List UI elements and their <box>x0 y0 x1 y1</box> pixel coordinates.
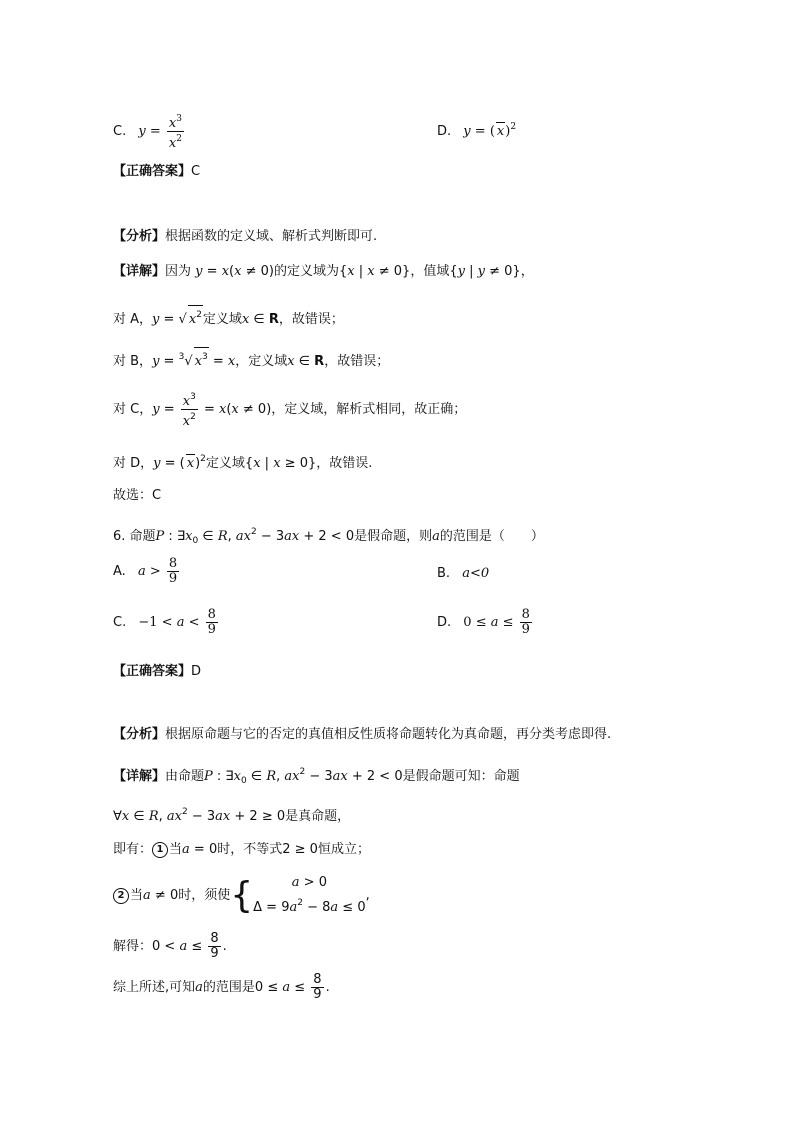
q6-case1: 即有： 1 当a = 0时，不等式2 ≥ 0恒成立； <box>113 842 370 857</box>
q6-option-a: A. a > $\frac{8}{9}$ <box>113 556 178 586</box>
q5-analysis: 【分析】根据函数的定义域、解析式判断即可. <box>113 229 378 244</box>
inequality-system: a > 0 $\Delta = 9a^2 - 8a \le 0$ <box>253 875 366 915</box>
q6-detail-line2: ∀x ∈ R, $ax^2 - 3ax + 2 \ge 0$是真命题， <box>113 807 351 824</box>
q5-detail-a: 对 A，y = √ $x^2$定义域x ∈ R，故错误； <box>113 305 344 329</box>
q6-option-c: C. −1 < a < $\frac{8}{9}$ <box>113 607 216 637</box>
fraction: $\frac{8}{9}$ <box>210 931 219 961</box>
q5-detail-c: 对 C，y = $\frac{x^3}{x^2}$ = x(x ≠ 0)，定义域，解析式相同，故正确； <box>113 392 467 429</box>
option-label: C. <box>113 124 127 139</box>
q5-option-d: D. y = ( x)$^2$ <box>437 122 517 139</box>
q5-option-c: C. y = $\frac{x^3}{x^2}$ <box>113 114 182 151</box>
q6-solve: 解得：0 < a ≤ $\frac{8}{9}$ . <box>113 931 227 961</box>
q6-case2: 2 当a ≠ 0时，须使{ a > 0 $\Delta = 9a^2 - 8a \le 0$ , <box>113 873 370 918</box>
fraction: $\frac{8}{9}$ <box>207 607 216 637</box>
q6-option-d: D. 0 ≤ a ≤ $\frac{8}{9}$ <box>437 607 530 637</box>
fraction: $\frac{x^3}{x^2}$ <box>182 392 196 429</box>
circled-number-1: 1 <box>152 842 168 858</box>
q5-choose: 故选：C <box>113 488 162 503</box>
fraction: $\frac{8}{9}$ <box>168 556 178 586</box>
fraction: $\frac{8}{9}$ <box>313 972 322 1002</box>
fraction: $\frac{8}{9}$ <box>521 607 530 637</box>
q6-answer: 【正确答案】D <box>113 664 202 679</box>
q6-analysis: 【分析】根据原命题与它的否定的真值相反性质将命题转化为真命题，再分类考虑即得. <box>113 727 612 742</box>
q6-option-b: B. a<0 <box>437 566 490 581</box>
option-label: D. <box>437 124 452 139</box>
q6-conclude: 综上所述,可知a的范围是0 ≤ a ≤ $\frac{8}{9}$ . <box>113 972 330 1002</box>
fraction: $\frac{x^3}{x^2}$ <box>168 114 182 151</box>
q6-stem: 6. 命题P : $\exists x_0$ ∈ R, $ax^2 - 3ax + 2 < 0$是假命题，则a的范围是（ ） <box>113 527 544 546</box>
circled-number-2: 2 <box>113 888 129 904</box>
q5-detail-d: 对 D，y = ( x)$^2$定义域{x | x ≥ 0}，故错误. <box>113 454 373 471</box>
q5-detail-line1: 【详解】因为 y = x(x ≠ 0)的定义域为{x | x ≠ 0}，值域{y | y ≠ 0}， <box>113 264 534 279</box>
q6-detail-line1: 【详解】由命题P : $\exists x_0$ ∈ R, $ax^2 - 3ax + 2 < 0$是假命题可知：命题 <box>113 767 520 786</box>
q5-detail-b: 对 B，y = $^3$√ $x^3 = x$，定义域x ∈ R，故错误； <box>113 347 389 371</box>
q5-answer: 【正确答案】C <box>113 164 201 179</box>
